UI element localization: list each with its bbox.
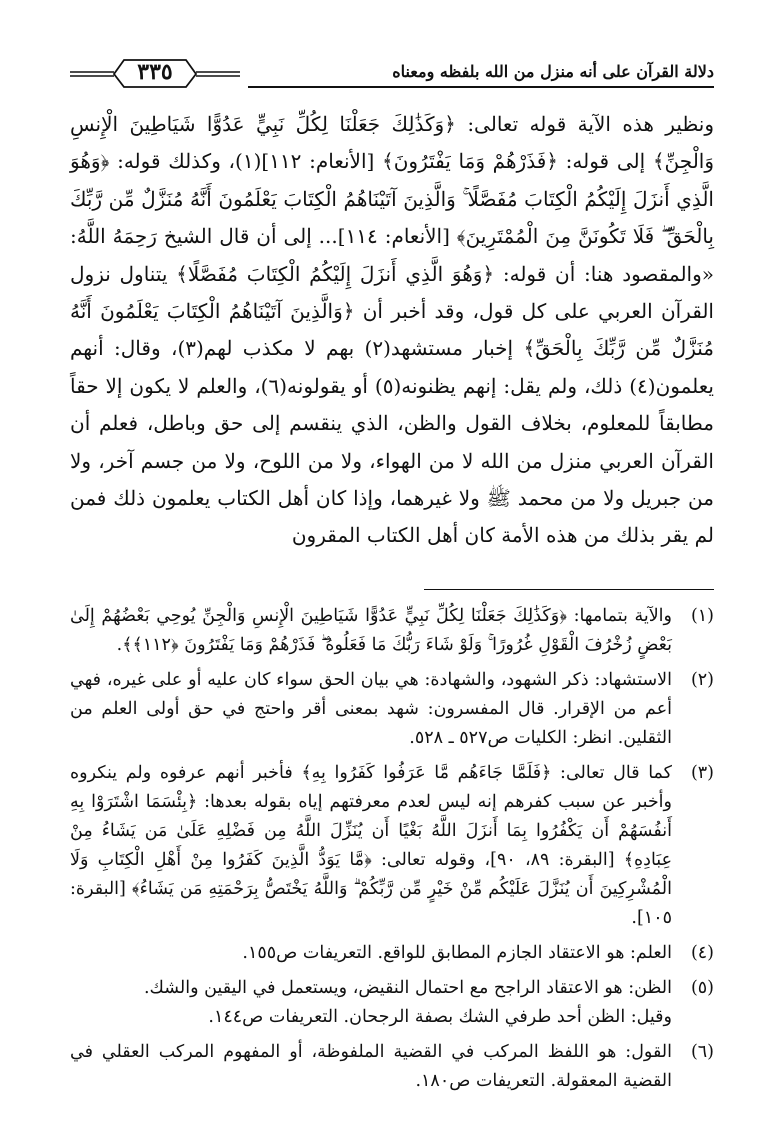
- footnote-number: (١): [690, 605, 714, 626]
- footnote: [70, 974, 714, 1032]
- footnote-number: (٢): [690, 669, 714, 690]
- footnotes: [70, 602, 714, 1096]
- footnote: [70, 1038, 714, 1096]
- footnote-text: والآية بتمامها: ﴿وَكَذَٰلِكَ جَعَلْنَا لِكُلِّ نَبِيٍّ عَدُوًّا شَيَاطِينَ الْإِنسِ وَالْجِنِّ يُوحِي بَعْضُهُمْ إِلَىٰ بَعْضٍ زُخْرُفَ الْقَوْلِ غُرُورًا ۚ وَلَوْ شَاءَ رَبُّكَ مَا فَعَلُوهُ ۖ فَذَرْهُمْ وَمَا يَفْتَرُونَ ﴿١١٢﴾﴾.: [70, 605, 672, 655]
- page-number: ٣٣٥: [137, 59, 173, 85]
- footnote-number: (٦): [690, 1041, 714, 1062]
- footnote: [70, 939, 714, 968]
- main-text: ونظير هذه الآية قوله تعالى: ﴿وَكَذَٰلِكَ جَعَلْنَا لِكُلِّ نَبِيٍّ عَدُوًّا شَيَاطِينَ الْإِنسِ وَالْجِنِّ﴾ إلى قوله: ﴿فَذَرْهُمْ وَمَا يَفْتَرُونَ﴾ [الأنعام: ١١٢](١)، وكذلك قوله: ﴿وَهُوَ الَّذِي أَنزَلَ إِلَيْكُمُ الْكِتَابَ مُفَصَّلًا ۚ وَالَّذِينَ آتَيْنَاهُمُ الْكِتَابَ يَعْلَمُونَ أَنَّهُ مُنَزَّلٌ مِّن رَّبِّكَ بِالْحَقِّ ۖ فَلَا تَكُونَنَّ مِنَ الْمُمْتَرِينَ﴾ [الأنعام: ١١٤]... إلى أن قال الشيخ رَحِمَهُ اللَّهُ: «والمقصود هنا: أن قوله: ﴿وَهُوَ الَّذِي أَنزَلَ إِلَيْكُمُ الْكِتَابَ مُفَصَّلًا﴾ يتناول نزول القرآن العربي على كل قول، وقد أخبر أن ﴿وَالَّذِينَ آتَيْنَاهُمُ الْكِتَابَ يَعْلَمُونَ أَنَّهُ مُنَزَّلٌ مِّن رَّبِّكَ بِالْحَقِّ﴾ إخبار مستشهد(٢) بهم لا مكذب لهم(٣)، وقال: أنهم يعلمون(٤) ذلك، ولم يقل: إنهم يظنونه(٥) أو يقولونه(٦)، والعلم لا يكون إلا حقاً مطابقاً للمعلوم، بخلاف القول والظن، الذي ينقسم إلى حق وباطل، فعلم أن القرآن العربي منزل من الله لا من الهواء، ولا من اللوح، ولا من جسم آخر، ولا من جبريل ولا من محمد ﷺ ولا غيرهما، وإذا كان أهل الكتاب يعلمون ذلك فمن لم يقر بذلك من هذه الأمة كان أهل الكتاب المقرون: [70, 112, 714, 548]
- page-header: [70, 40, 714, 102]
- footnote: [70, 666, 714, 753]
- footnote-text: العلم: هو الاعتقاد الجازم المطابق للواقع. التعريفات ص١٥٥.: [242, 942, 672, 963]
- footnote: [70, 759, 714, 933]
- header-rule: [248, 86, 714, 88]
- footnote-text: الاستشهاد: ذكر الشهود، والشهادة: هي بيان الحق سواء كان عليه أو على غيره، فهي أعم من الإقرار. قال المفسرون: شهد بمعنى أقر واحتج في حق أولى العلم من الثقلين. انظر: الكليات ص٥٢٧ ـ ٥٢٨.: [70, 669, 672, 748]
- footnote-separator: [424, 589, 714, 590]
- page-number-ornament: [70, 56, 240, 88]
- footnote-number: (٥): [690, 977, 714, 998]
- footnote-number: (٣): [690, 762, 714, 783]
- footnote-number: (٤): [690, 942, 714, 963]
- footnote-text: القول: هو اللفظ المركب في القضية الملفوظة، أو المفهوم المركب العقلي في القضية المعقولة. التعريفات ص١٨٠.: [70, 1041, 672, 1091]
- footnote: [70, 602, 714, 660]
- footnote-text: الظن: هو الاعتقاد الراجح مع احتمال النقيض، ويستعمل في اليقين والشك. وقيل: الظن أحد طرفي الشك بصفة الرجحان. التعريفات ص١٤٤.: [143, 977, 672, 1027]
- footnote-text: كما قال تعالى: ﴿فَلَمَّا جَاءَهُم مَّا عَرَفُوا كَفَرُوا بِهِ﴾ فأخبر أنهم عرفوه ولم ينكروه وأخبر عن سبب كفرهم إنه ليس لعدم معرفتهم إياه بقوله بعدها: ﴿بِئْسَمَا اشْتَرَوْا بِهِ أَنفُسَهُمْ أَن يَكْفُرُوا بِمَا أَنزَلَ اللَّهُ بَغْيًا أَن يُنَزِّلَ اللَّهُ مِن فَضْلِهِ عَلَىٰ مَن يَشَاءُ مِنْ عِبَادِهِ﴾ [البقرة: ٨٩، ٩٠]، وقوله تعالى: ﴿مَّا يَوَدُّ الَّذِينَ كَفَرُوا مِنْ أَهْلِ الْكِتَابِ وَلَا الْمُشْرِكِينَ أَن يُنَزَّلَ عَلَيْكُم مِّنْ خَيْرٍ مِّن رَّبِّكُمْ ۗ وَاللَّهُ يَخْتَصُّ بِرَحْمَتِهِ مَن يَشَاءُ﴾ [البقرة: ١٠٥].: [70, 762, 673, 928]
- running-title: دلالة القرآن على أنه منزل من الله بلفظه ومعناه: [392, 62, 714, 81]
